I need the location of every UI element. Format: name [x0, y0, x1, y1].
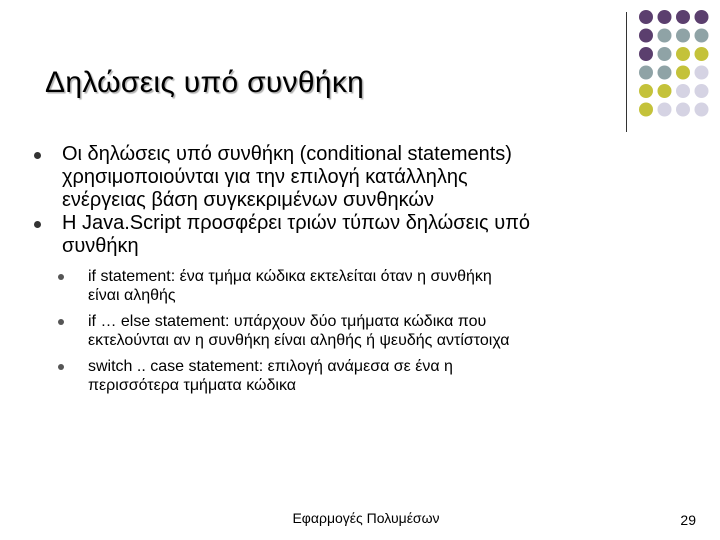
bullet-line: συνθήκη — [62, 235, 139, 257]
decorative-dot — [676, 66, 690, 80]
decorative-dot — [639, 103, 653, 117]
slide-footer: Εφαρμογές Πολυμέσων — [292, 510, 440, 526]
decorative-dot — [695, 66, 709, 80]
bullet-item — [40, 143, 680, 212]
decorative-dot — [676, 29, 690, 43]
bullet-icon — [34, 221, 41, 228]
subbullet-item — [40, 312, 680, 350]
subbullet-item — [40, 267, 680, 305]
bullet-line: Οι δηλώσεις υπό συνθήκη (conditional statements) — [62, 143, 512, 165]
subbullet-icon — [58, 274, 64, 280]
decorative-dot — [639, 29, 653, 43]
decorative-dot — [658, 10, 672, 24]
subbullet-line: if statement: ένα τμήμα κώδικα εκτελείται όταν η συνθήκη — [88, 268, 492, 285]
decorative-dot — [676, 10, 690, 24]
bullet-line: Η Java.Script προσφέρει τριών τύπων δηλώσεις υπό — [62, 212, 531, 234]
slide-title: Δηλώσεις υπό συνθήκη — [45, 66, 365, 99]
subbullet-line: είναι αληθής — [88, 287, 176, 304]
decorative-dot — [658, 66, 672, 80]
decorative-dot — [676, 103, 690, 117]
decorative-dot — [695, 10, 709, 24]
bullet-line: ενέργειας βάση συγκεκριμένων συνθηκών — [62, 189, 434, 211]
decorative-dot — [676, 84, 690, 98]
subbullet-item — [40, 357, 680, 395]
bullet-line: χρησιμοποιούνται για την επιλογή κατάλληλης — [62, 166, 468, 188]
decorative-dot — [658, 47, 672, 61]
subbullet-line: περισσότερα τμήματα κώδικα — [88, 377, 297, 394]
decorative-dot — [695, 84, 709, 98]
slide-body — [40, 143, 680, 395]
decorative-dot — [658, 84, 672, 98]
decorative-dot — [639, 47, 653, 61]
decorative-dot — [658, 29, 672, 43]
decorative-dot — [658, 103, 672, 117]
decorative-dot — [639, 66, 653, 80]
subbullet-line: if … else statement: υπάρχουν δύο τμήματα κώδικα που — [88, 313, 487, 330]
decorative-dot — [676, 47, 690, 61]
subbullet-icon — [58, 364, 64, 370]
decorative-dot — [639, 10, 653, 24]
decorative-dot — [639, 84, 653, 98]
subbullet-icon — [58, 319, 64, 325]
title-divider — [30, 111, 622, 112]
bullet-icon — [34, 152, 41, 159]
decorative-vertical-line — [626, 12, 627, 132]
bullet-item — [40, 212, 680, 258]
decorative-dot — [695, 47, 709, 61]
decorative-dot — [695, 103, 709, 117]
page-number: 29 — [680, 512, 696, 528]
decorative-dot — [695, 29, 709, 43]
subbullet-line: εκτελούνται αν η συνθήκη είναι αληθής ή ψευδής αντίστοιχα — [88, 332, 510, 349]
subbullet-line: switch .. case statement: επιλογή ανάμεσα σε ένα η — [88, 358, 453, 375]
